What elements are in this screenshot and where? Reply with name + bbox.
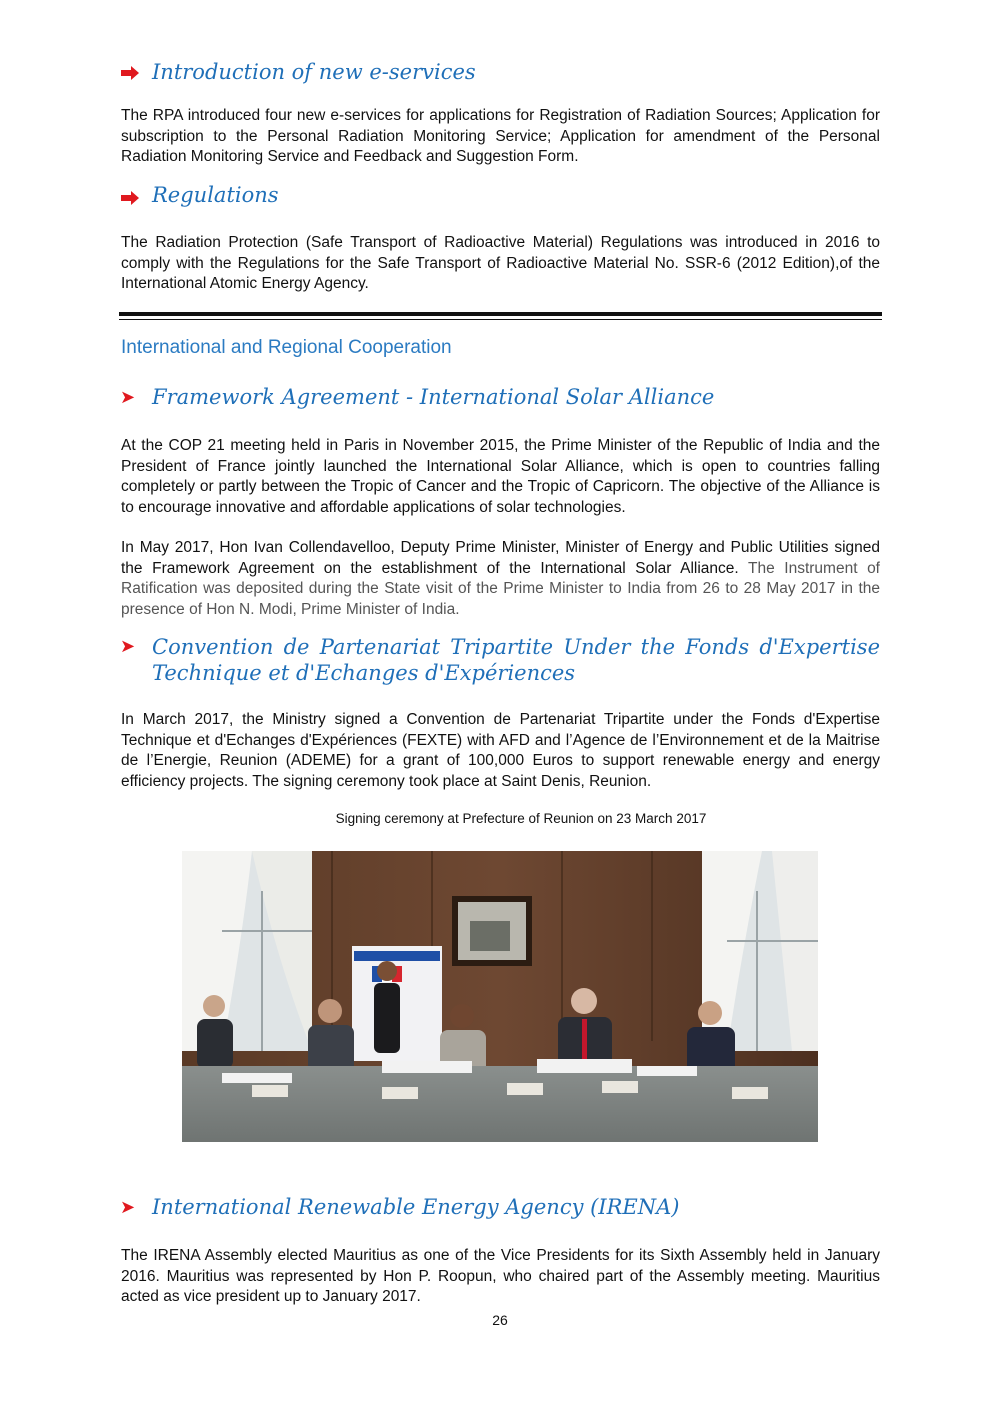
- solar-alliance-heading: Framework Agreement - International Solar Alliance: [152, 385, 715, 409]
- section-divider-thin: [119, 319, 882, 320]
- cooperation-section-title: International and Regional Cooperation: [121, 337, 452, 358]
- solar-alliance-paragraph-2: [121, 538, 880, 620]
- eservices-heading: Introduction of new e-services: [152, 60, 476, 84]
- red-chevron-icon: ➤: [120, 387, 136, 408]
- solar-alliance-signing-text: In May 2017, Hon Ivan Collendavelloo, Deputy Prime Minister, Minister of Energy and Public Utilities signed the Framework Agreement on the establishment of the International Solar Alliance.: [121, 539, 880, 577]
- fexte-paragraph: In March 2017, the Ministry signed a Convention de Partenariat Tripartite under the Fonds d'Expertise Technique et d'Echanges d'Expériences (FEXTE) with AFD and l’Agence de l’Environnement et de la Maitrise de l’Energie, Reunion (ADEME) for a grant of 100,000 Euros to support renewable energy and energy efficiency projects. The signing ceremony took place at Saint Denis, Reunion.: [121, 711, 880, 790]
- regulations-heading: Regulations: [152, 183, 279, 207]
- page-number: 26: [492, 1312, 508, 1328]
- red-chevron-icon: ➤: [120, 636, 136, 657]
- irena-paragraph: The IRENA Assembly elected Mauritius as one of the Vice Presidents for its Sixth Assembly held in January 2016. Mauritius was represented by Hon P. Roopun, who chaired part of the Assembly meeting. Mauritius acted as vice president up to January 2017.: [121, 1247, 880, 1305]
- red-arrow-icon: [120, 65, 140, 81]
- section-divider-thick: [119, 312, 882, 316]
- signing-ceremony-photo: [182, 851, 818, 1142]
- eservices-paragraph: The RPA introduced four new e-services for applications for Registration of Radiation Sources; Application for subscription to the Personal Radiation Monitoring Service; Application for amendment of the Personal Radiation Monitoring Service and Feedback and Suggestion Form.: [121, 107, 880, 165]
- solar-alliance-paragraph-1: At the COP 21 meeting held in Paris in November 2015, the Prime Minister of the Republic of India and the President of France jointly launched the International Solar Alliance, which is open to countries falling completely or partly between the Tropic of Cancer and the Tropic of Capricorn. The objective of the Alliance is to encourage innovative and affordable applications of solar technologies.: [121, 437, 880, 516]
- solar-alliance-ratification-text: The Instrument of Ratification was deposited during the State visit of the Prime Minister to India from 26 to 28 May 2017 in the presence of Hon N. Modi, Prime Minister of India.: [121, 559, 880, 618]
- photo-caption: Signing ceremony at Prefecture of Reunion on 23 March 2017: [335, 811, 707, 826]
- fexte-heading: Convention de Partenariat Tripartite Under the Fonds d'Expertise Technique et d'Echanges d'Expériences: [152, 635, 880, 685]
- regulations-paragraph: The Radiation Protection (Safe Transport of Radioactive Material) Regulations was introduced in 2016 to comply with the Regulations for the Safe Transport of Radioactive Material No. SSR-6 (2012 Edition),of the International Atomic Energy Agency.: [121, 234, 880, 292]
- red-chevron-icon: ➤: [120, 1197, 136, 1218]
- red-arrow-icon: [120, 190, 140, 206]
- irena-heading: International Renewable Energy Agency (IRENA): [152, 1195, 680, 1219]
